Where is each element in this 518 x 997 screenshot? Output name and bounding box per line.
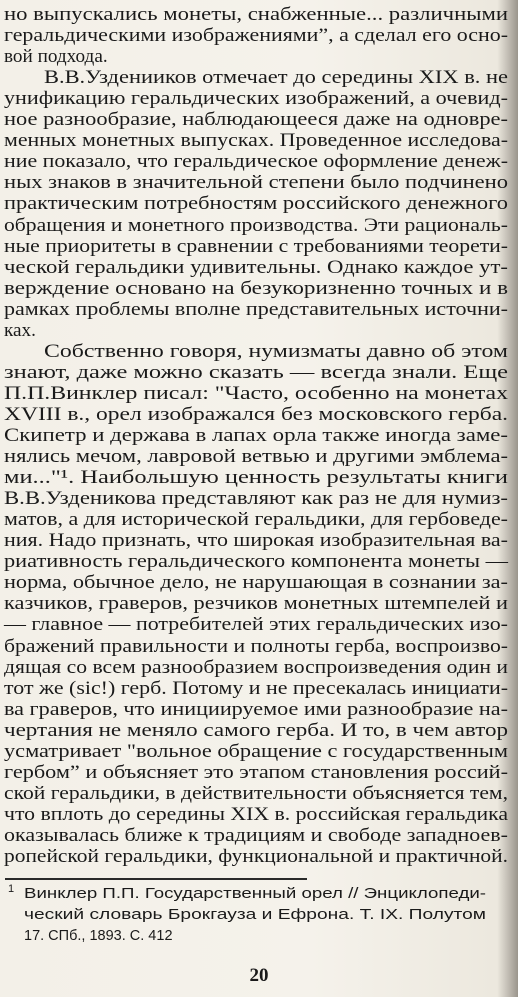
text-line: — главное — потребителей этих геральдических изо- bbox=[4, 614, 508, 636]
text-line: нялись мечом, лавровой ветвью и другими эмблема- bbox=[4, 446, 508, 468]
text-line: В.В.Узденииков отмечает до середины XIX в. не bbox=[44, 67, 508, 89]
text-line: ми..."¹. Наибольшую ценность результаты книги bbox=[4, 467, 508, 489]
footnote-line: 17. СПб., 1893. С. 412 bbox=[24, 928, 173, 944]
text-line: практическим потребностям российского денежного bbox=[4, 193, 508, 215]
text-line: П.П.Винклер писал: "Часто, особенно на монетах bbox=[4, 382, 508, 404]
text-line: унификацию геральдических изображений, а очевид- bbox=[4, 88, 508, 110]
text-line: ва граверов, что инициируемое ими разнообразие на- bbox=[4, 698, 508, 720]
text-line: рамках проблемы вполне представительных источни- bbox=[4, 298, 508, 320]
text-line: норма, обычное дело, не нарушающая в сознании за- bbox=[4, 572, 508, 594]
footnote-line: Винклер П.П. Государственный орел // Энциклопеди- bbox=[24, 886, 486, 902]
text-line: Собственно говоря, нумизматы давно об этом bbox=[44, 340, 508, 362]
text-line: верждение основано на безукоризненно точных и в bbox=[4, 277, 508, 299]
text-line: вой подхода. bbox=[4, 46, 108, 68]
text-line: ные приоритеты в сравнении с требованиями теорети- bbox=[4, 235, 508, 257]
text-line: В.В.Узденикова представляют как раз не для нумиз- bbox=[4, 488, 508, 510]
text-line: ской геральдики, в действительности объясняется тем, bbox=[4, 782, 508, 804]
text-line: знают, даже можно сказать — всегда знали. Еще bbox=[4, 361, 508, 383]
text-line: гербом” и объясняет это этапом становления россий- bbox=[4, 761, 508, 783]
footnote-marker: 1 bbox=[8, 883, 15, 895]
text-line: казчиков, граверов, резчиков монетных штемпелей и bbox=[4, 593, 508, 615]
text-line: ропейской геральдики, функциональной и практичной. bbox=[4, 846, 508, 867]
text-line: усматривает "вольное обращение с государственным bbox=[4, 740, 509, 762]
text-line: бражений правильности и полноты герба, воспроизво- bbox=[4, 635, 508, 657]
text-line: ческой геральдики удивительны. Однако каждое ут- bbox=[4, 256, 508, 278]
text-line: что вплоть до середины XIX в. российская геральдика bbox=[4, 803, 508, 825]
text-line: оказывалась ближе к традициям и свободе западноев- bbox=[4, 824, 508, 846]
text-line: тот же (sic!) герб. Потому и не пресекалась инициати- bbox=[4, 677, 508, 699]
text-line: ние показало, что геральдическое оформление денеж- bbox=[4, 151, 508, 173]
text-line: ках. bbox=[4, 319, 36, 341]
text-line: ное разнообразие, наблюдающееся даже на одновре- bbox=[4, 109, 509, 131]
text-line: менных монетных выпусках. Проведенное исследова- bbox=[4, 130, 509, 152]
text-line: чертания не меняло самого герба. И то, в чем автор bbox=[4, 719, 508, 741]
text-line: обращения и монетного производства. Эти рациональ- bbox=[4, 214, 508, 236]
text-line: матов, а для исторической геральдики, для гербоведе- bbox=[4, 509, 508, 531]
text-line: дящая со всем разнообразием воспроизведения один и bbox=[4, 656, 508, 678]
text-line: но выпускались монеты, снабженные... различными bbox=[4, 4, 508, 25]
footnote-separator bbox=[5, 878, 307, 880]
footnote-line: ческий словарь Брокгауза и Ефрона. Т. IX. Полутом bbox=[24, 907, 487, 923]
text-line: риативность геральдического компонента монеты — bbox=[4, 551, 508, 573]
text-line: XVIII в., орел изображался без московского герба. bbox=[4, 403, 508, 425]
text-line: ных знаков в значительной степени было подчинено bbox=[4, 172, 508, 194]
page-number: 20 bbox=[249, 965, 269, 986]
text-line: ния. Надо признать, что широкая изобразительная ва- bbox=[4, 530, 508, 552]
text-line: Скипетр и держава в лапах орла также иногда заме- bbox=[4, 425, 508, 446]
text-line: геральдическими изображениями”, а сделал его осно- bbox=[4, 25, 508, 47]
